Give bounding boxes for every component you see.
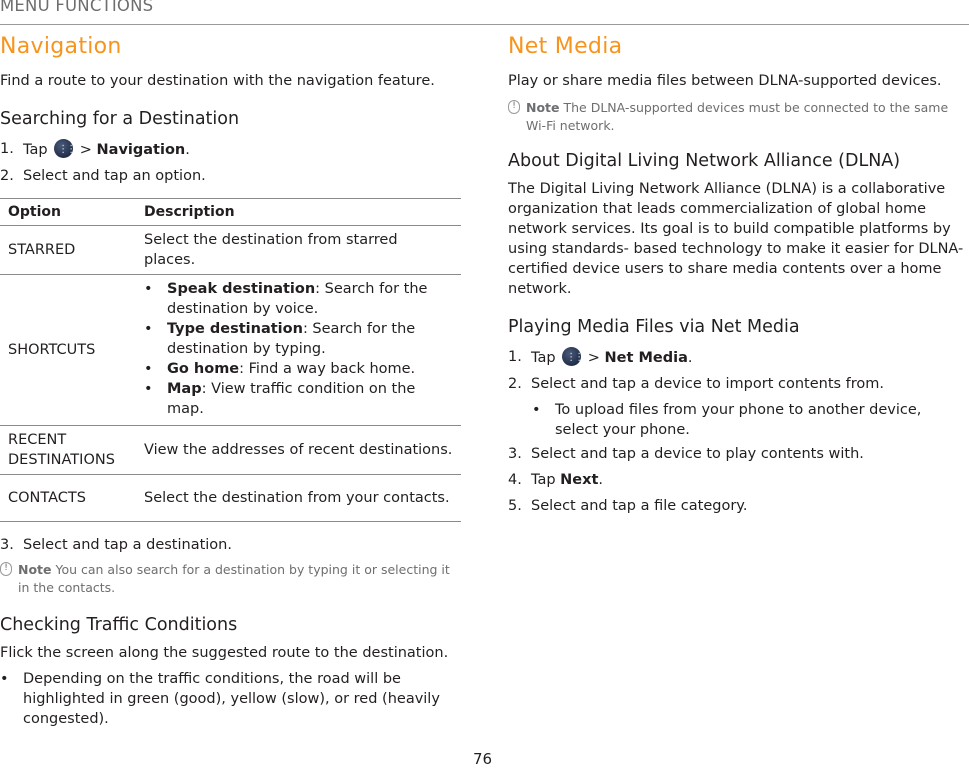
step-item: 1. Tap ⋮⋮ > Net Media. [508,347,969,368]
playing-steps [508,347,969,394]
note: ! Note The DLNA-supported devices must be connected to the same Wi-Fi network. [508,99,969,135]
searching-steps [0,139,461,186]
playing-steps-cont [508,444,969,516]
about-dlna-body: The Digital Living Network Alliance (DLNA) is a collaborative organization that leads commercialization of global home network services. Its goal is to build compatible platforms by using standards- based technology to make it easier for DLNA-certified device users to share media contents over a home network. [508,181,964,297]
page-header [0,0,969,25]
list-item: • Map: View traffic condition on the map. [144,379,453,419]
section-title: MENU FUNCTIONS [0,0,154,15]
list-item: • Depending on the traffic conditions, the road will be highlighted in green (good), yellow (slow), or red (heavily congested). [0,669,461,729]
about-dlna-heading: About Digital Living Network Alliance (DLNA) [508,151,901,171]
info-icon: ! [508,100,520,114]
navigation-title: Navigation [0,34,122,59]
option-cell: SHORTCUTS [0,275,136,426]
shortcut-list [144,279,453,419]
left-column [0,34,461,729]
options-table [0,198,461,522]
playing-heading: Playing Media Files via Net Media [508,317,800,337]
net-media-link: Net Media [604,350,688,366]
traffic-intro: Flick the screen along the suggested route to the destination. [0,645,449,661]
sub-bullets [508,400,969,440]
step-item: 2. Select and tap a device to import contents from. [508,376,885,392]
next-link: Next [560,472,599,488]
note: ! Note You can also search for a destination by typing it or selecting it in the contacts. [0,561,461,597]
table-header-row [0,199,461,226]
list-item: • Go home: Find a way back home. [144,359,453,379]
searching-steps-cont [0,535,461,555]
table-row [0,275,461,426]
step-item: 2. Select and tap an option. [0,168,206,184]
info-icon: ! [0,562,12,576]
step-item: 3. Select and tap a device to play contents with. [508,446,864,462]
column-header: Description [136,199,461,226]
searching-heading: Searching for a Destination [0,109,240,129]
traffic-heading: Checking Traffic Conditions [0,615,238,635]
option-cell: CONTACTS [0,475,136,522]
description-cell [136,275,461,426]
table-row [0,226,461,275]
option-cell: STARRED [0,226,136,275]
apps-icon [54,139,73,158]
description-cell: View the addresses of recent destinations. [136,426,461,475]
table-row [0,426,461,475]
list-item: • To upload files from your phone to another device, select your phone. [508,400,969,440]
list-item: • Type destination: Search for the destination by typing. [144,319,453,359]
page-number: 76 [473,750,493,768]
net-media-intro: Play or share media files between DLNA-supported devices. [508,73,942,89]
step-item: 1. Tap ⋮⋮ > Navigation. [0,139,461,160]
step-item: 3. Select and tap a destination. [0,537,232,553]
option-cell: RECENT DESTINATIONS [0,426,136,475]
table-row [0,475,461,522]
step-item: 4. Tap Next. [508,472,604,488]
right-column [508,34,969,522]
navigation-intro: Find a route to your destination with the navigation feature. [0,73,435,89]
description-cell: Select the destination from your contacts. [136,475,461,522]
column-header: Option [0,199,136,226]
step-item: 5. Select and tap a file category. [508,498,748,514]
apps-icon [562,347,581,366]
traffic-bullets [0,669,461,729]
net-media-title: Net Media [508,34,623,59]
navigation-link: Navigation [96,142,186,158]
list-item: • Speak destination: Search for the destination by voice. [144,279,453,319]
description-cell: Select the destination from starred places. [136,226,461,275]
